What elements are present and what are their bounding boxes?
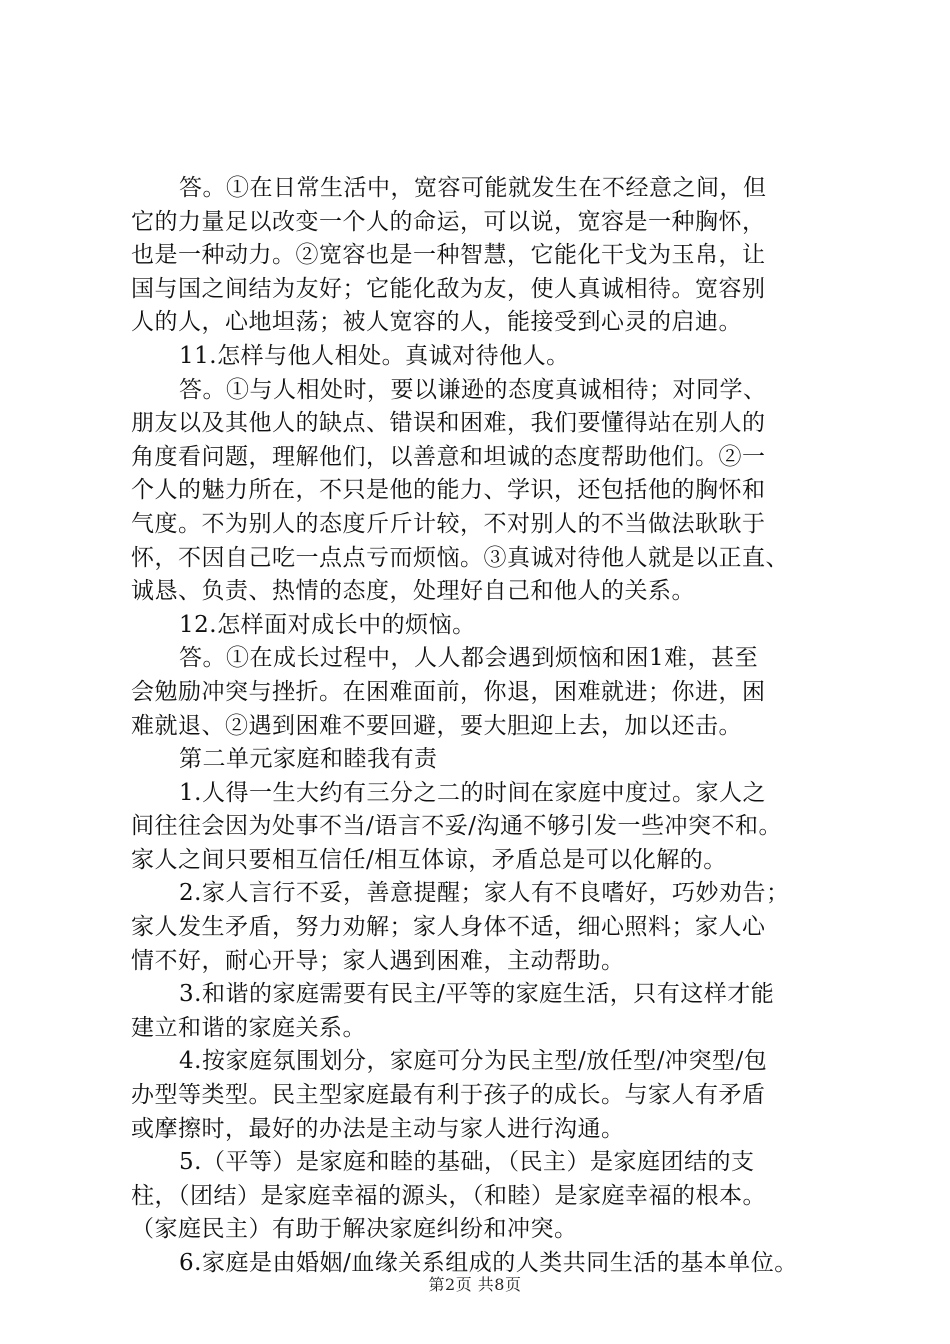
paragraph-line: 情不好，耐心开导；家人遇到困难，主动帮助。 xyxy=(131,947,625,974)
paragraph-line: 6.家庭是由婚姻/血缘关系组成的人类共同生活的基本单位。 xyxy=(179,1250,798,1276)
paragraph-line: 家人之间只要相互信任/相互体谅，矛盾总是可以化解的。 xyxy=(131,846,727,873)
paragraph-line: 国与国之间结为友好；它能化敌为友，使人真诚相待。宽容别 xyxy=(131,275,766,302)
paragraph-line: 2.家人言行不妥，善意提醒；家人有不良嗜好，巧妙劝告； xyxy=(179,880,790,907)
paragraph-line: 或摩擦时，最好的办法是主动与家人进行沟通。 xyxy=(131,1115,625,1142)
paragraph-line: 4.按家庭氛围划分，家庭可分为民主型/放任型/冲突型/包 xyxy=(179,1048,768,1075)
document-body xyxy=(131,172,831,1281)
paragraph-line: 5.（平等）是家庭和睦的基础，（民主）是家庭团结的支 xyxy=(179,1149,755,1176)
paragraph-line: 它的力量足以改变一个人的命运，可以说，宽容是一种胸怀， xyxy=(131,208,766,235)
question-heading: 12.怎样面对成长中的烦恼。 xyxy=(179,611,476,638)
paragraph-line: 气度。不为别人的态度斤斤计较，不对别人的不当做法耿耿于 xyxy=(131,510,766,537)
paragraph-line: 答。①在成长过程中，人人都会遇到烦恼和困1难，甚至 xyxy=(179,645,759,672)
paragraph-line: （家庭民主）有助于解决家庭纠纷和冲突。 xyxy=(131,1216,578,1243)
paragraph-line: 答。①与人相处时，要以谦逊的态度真诚相待；对同学、 xyxy=(179,376,767,403)
paragraph-line: 难就退、②遇到困难不要回避，要大胆迎上去，加以还击。 xyxy=(131,712,742,739)
paragraph-line: 也是一种动力。②宽容也是一种智慧，它能化干戈为玉帛，让 xyxy=(131,242,766,269)
paragraph-line: 柱，（团结）是家庭幸福的源头，（和睦）是家庭幸福的根本。 xyxy=(131,1182,766,1209)
paragraph-line: 怀，不因自己吃一点点亏而烦恼。③真诚对待他人就是以正直、 xyxy=(131,544,789,571)
paragraph-line: 人的人，心地坦荡；被人宽容的人，能接受到心灵的启迪。 xyxy=(131,309,742,336)
paragraph-line: 朋友以及其他人的缺点、错误和困难，我们要懂得站在别人的 xyxy=(131,410,766,437)
question-heading: 11.怎样与他人相处。真诚对待他人。 xyxy=(179,342,570,369)
paragraph-line: 个人的魅力所在，不只是他的能力、学识，还包括他的胸怀和 xyxy=(131,477,766,504)
paragraph-line: 会勉励冲突与挫折。在困难面前，你退，困难就进；你进，困 xyxy=(131,678,766,705)
paragraph-line: 答。①在日常生活中，宽容可能就发生在不经意之间，但 xyxy=(179,175,767,201)
page-footer xyxy=(0,1272,950,1295)
paragraph-line: 家人发生矛盾，努力劝解；家人身体不适，细心照料；家人心 xyxy=(131,914,766,941)
paragraph-line: 间往往会因为处事不当/语言不妥/沟通不够引发一些冲突不和。 xyxy=(131,813,782,840)
paragraph-line: 建立和谐的家庭关系。 xyxy=(131,1014,366,1041)
paragraph-line: 诚恳、负责、热情的态度，处理好自己和他人的关系。 xyxy=(131,578,695,605)
paragraph-line: 1.人得一生大约有三分之二的时间在家庭中度过。家人之 xyxy=(179,779,766,806)
paragraph-line: 办型等类型。民主型家庭最有利于孩子的成长。与家人有矛盾 xyxy=(131,1082,766,1109)
page-indicator: 第2页 共8页 xyxy=(428,1275,522,1294)
section-heading: 第二单元家庭和睦我有责 xyxy=(179,746,438,773)
paragraph-line: 角度看问题，理解他们，以善意和坦诚的态度帮助他们。②一 xyxy=(131,443,766,470)
paragraph-line: 3.和谐的家庭需要有民主/平等的家庭生活，只有这样才能 xyxy=(179,981,775,1008)
